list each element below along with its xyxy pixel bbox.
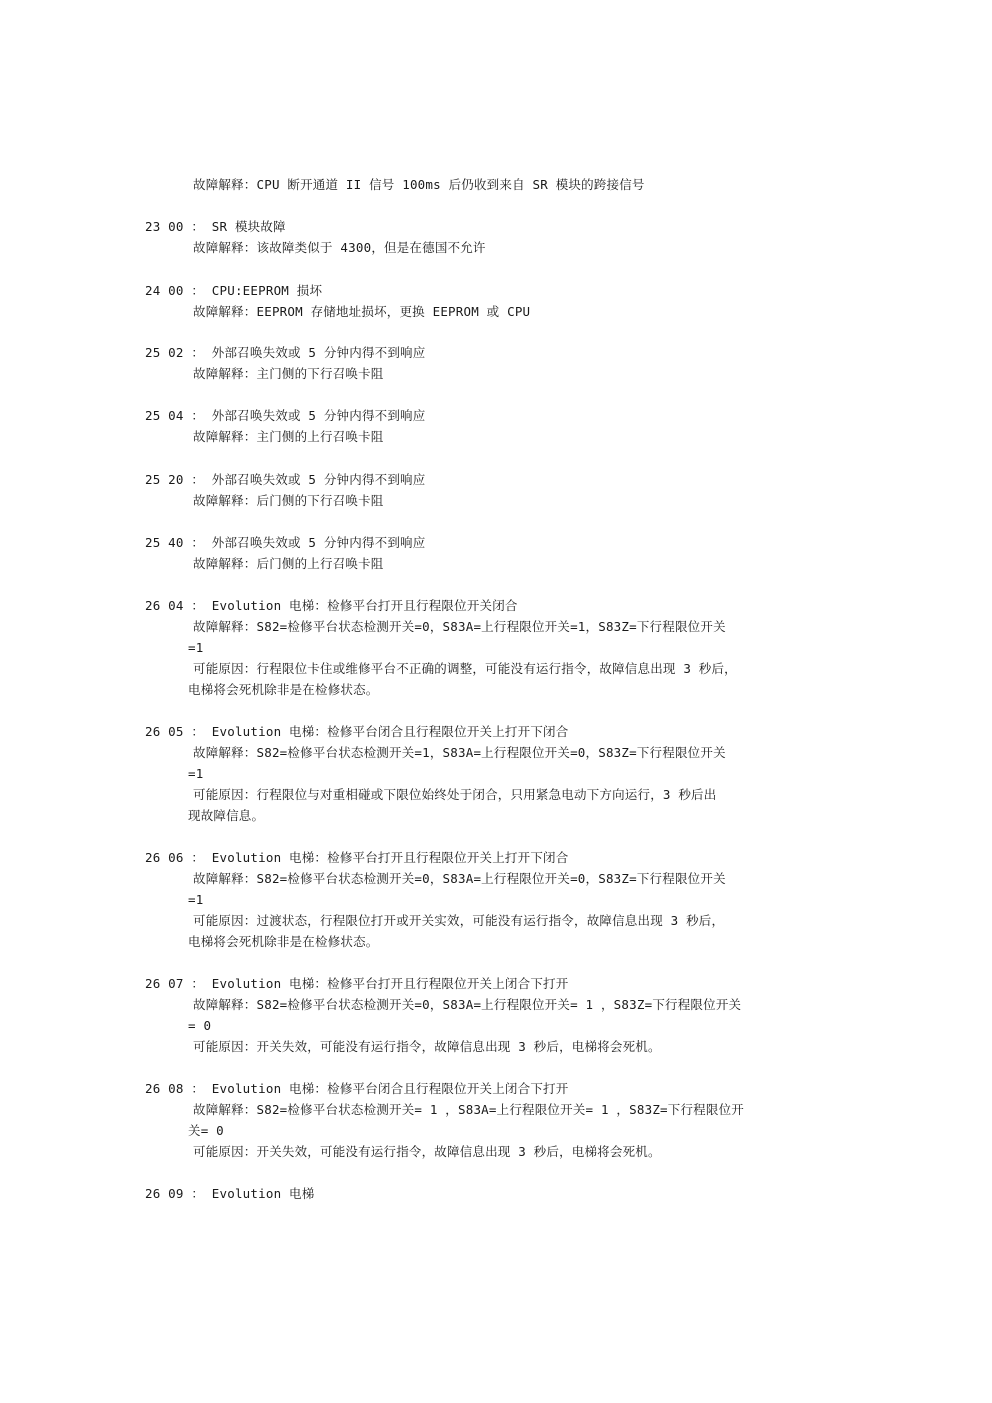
fault-code-heading: 24 00 ： CPU:EEPROM 损坏 (145, 283, 323, 298)
fault-description-line: = 0 (188, 1018, 212, 1033)
fault-code-heading: 26 08 ： Evolution 电梯：检修平台闭合且行程限位开关上闭合下打开 (145, 1081, 569, 1096)
fault-description-line: 故障解释：EEPROM 存储地址损坏，更换 EEPROM 或 CPU (193, 304, 531, 319)
fault-description-line: =1 (188, 766, 204, 781)
fault-description-line: 故障解释：S82=检修平台状态检测开关=0，S83A=上行程限位开关= 1 ，S83Z=下行程限位开关 (193, 997, 742, 1012)
fault-code-heading: 25 04 ： 外部召唤失效或 5 分钟内得不到响应 (145, 408, 426, 423)
fault-code-heading: 26 09 ： Evolution 电梯 (145, 1186, 315, 1201)
fault-description-line: 故障解释：S82=检修平台状态检测开关=0，S83A=上行程限位开关=1，S83Z=下行程限位开关 (193, 619, 726, 634)
fault-code-heading: 26 06 ： Evolution 电梯：检修平台打开且行程限位开关上打开下闭合 (145, 850, 569, 865)
fault-description-line: 可能原因：开关失效，可能没有运行指令，故障信息出现 3 秒后，电梯将会死机。 (193, 1039, 661, 1054)
fault-description-line: 可能原因：过渡状态，行程限位打开或开关实效，可能没有运行指令，故障信息出现 3 秒后， (193, 913, 725, 928)
fault-description-line: 故障解释：后门侧的下行召唤卡阻 (193, 493, 384, 508)
fault-description-line: 可能原因：行程限位与对重相碰或下限位始终处于闭合，只用紧急电动下方向运行，3 秒后出 (193, 787, 717, 802)
fault-description-line: 电梯将会死机除非是在检修状态。 (188, 934, 379, 949)
fault-description-line: 故障解释：后门侧的上行召唤卡阻 (193, 556, 384, 571)
fault-code-heading: 26 04 ： Evolution 电梯：检修平台打开且行程限位开关闭合 (145, 598, 518, 613)
fault-description-line: 故障解释：S82=检修平台状态检测开关=1，S83A=上行程限位开关=0，S83Z=下行程限位开关 (193, 745, 726, 760)
fault-description-line: 故障解释：S82=检修平台状态检测开关=0，S83A=上行程限位开关=0，S83Z=下行程限位开关 (193, 871, 726, 886)
fault-description-line: 故障解释：主门侧的上行召唤卡阻 (193, 429, 384, 444)
fault-description-line: 现故障信息。 (188, 808, 265, 823)
fault-description-line: =1 (188, 892, 204, 907)
fault-code-heading: 26 05 ： Evolution 电梯：检修平台闭合且行程限位开关上打开下闭合 (145, 724, 569, 739)
fault-description-line: 可能原因：行程限位卡住或维修平台不正确的调整，可能没有运行指令，故障信息出现 3 秒后， (193, 661, 737, 676)
fault-code-heading: 25 02 ： 外部召唤失效或 5 分钟内得不到响应 (145, 345, 426, 360)
fault-description-line: 故障解释：该故障类似于 4300，但是在德国不允许 (193, 240, 486, 255)
fault-description-line: 关= 0 (188, 1123, 224, 1138)
fault-description-line: 故障解释：S82=检修平台状态检测开关= 1 ，S83A=上行程限位开关= 1 ，S83Z=下行程限位开 (193, 1102, 744, 1117)
fault-code-heading: 25 40 ： 外部召唤失效或 5 分钟内得不到响应 (145, 535, 426, 550)
fault-description-line: 可能原因：开关失效，可能没有运行指令，故障信息出现 3 秒后，电梯将会死机。 (193, 1144, 661, 1159)
fault-code-heading: 26 07 ： Evolution 电梯：检修平台打开且行程限位开关上闭合下打开 (145, 976, 569, 991)
fault-description-line: 故障解释：CPU 断开通道 II 信号 100ms 后仍收到来自 SR 模块的跨接信号 (193, 177, 645, 192)
fault-description-line: 电梯将会死机除非是在检修状态。 (188, 682, 379, 697)
fault-code-heading: 25 20 ： 外部召唤失效或 5 分钟内得不到响应 (145, 472, 426, 487)
fault-description-line: =1 (188, 640, 204, 655)
fault-code-heading: 23 00 ： SR 模块故障 (145, 219, 286, 234)
fault-description-line: 故障解释：主门侧的下行召唤卡阻 (193, 366, 384, 381)
